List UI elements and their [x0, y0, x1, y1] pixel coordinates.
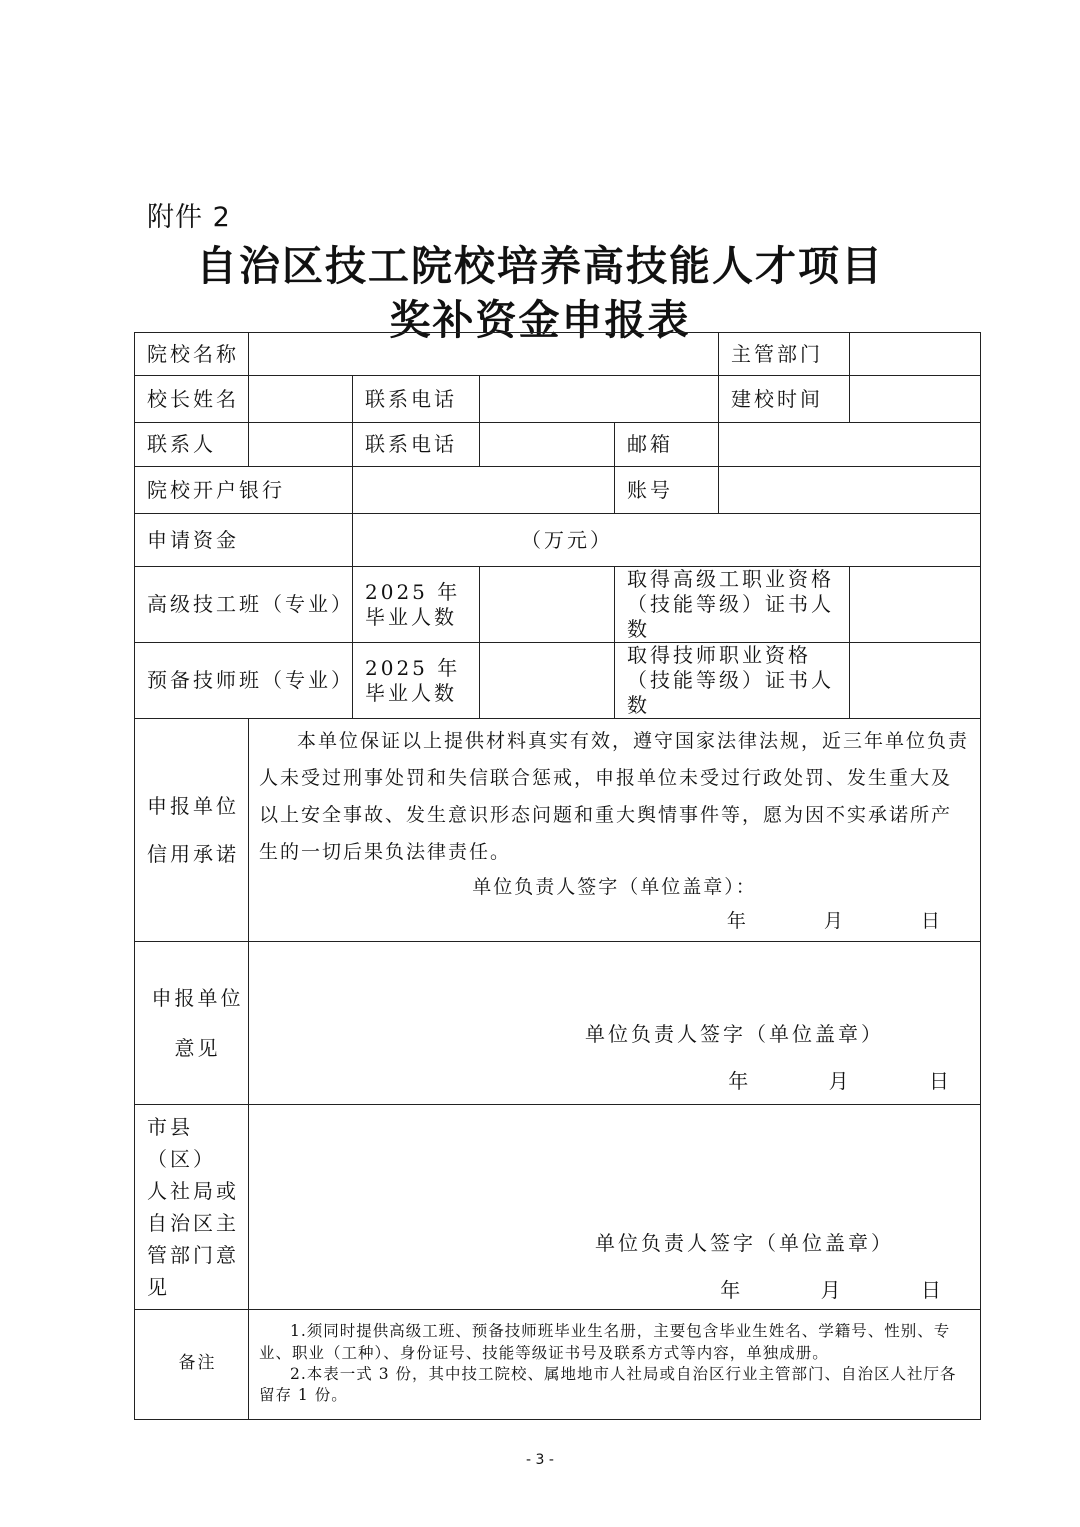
bank-label: 院校开户银行 [135, 467, 353, 514]
contact-value[interactable] [249, 423, 353, 467]
row-unit-opinion [135, 941, 981, 1104]
opinion-year: 年 [728, 1068, 752, 1093]
opinion-date [261, 1069, 980, 1094]
opinion-label [135, 941, 249, 1104]
opinion-label-line2: 意见 [174, 1035, 221, 1060]
city-label-line1: 市县（区） [147, 1114, 216, 1171]
senior-class-label: 高级技工班（专业） [135, 567, 353, 643]
city-label-line4: 管部门意 [147, 1242, 239, 1267]
email-value[interactable] [719, 423, 981, 467]
city-opinion-day: 日 [921, 1277, 944, 1302]
promise-content [249, 719, 981, 942]
promise-label [135, 719, 249, 942]
row-credit-promise [135, 719, 981, 942]
notes-label: 备注 [135, 1309, 249, 1419]
row-prep-class [135, 643, 981, 719]
opinion-month: 月 [828, 1068, 852, 1093]
opinion-day: 日 [929, 1068, 952, 1093]
title-line-2: 奖补资金申报表 [389, 296, 691, 344]
grad-year-a: 2025 年 [365, 579, 461, 604]
city-label-line2: 人社局或 [147, 1178, 239, 1203]
city-opinion-sign: 单位负责人签字（单位盖章） [595, 1230, 894, 1255]
prep-class-label: 预备技师班（专业） [135, 643, 353, 719]
promise-month: 月 [823, 910, 845, 933]
senior-cert-label: 取得高级工职业资格（技能等级）证书人数 [615, 567, 850, 643]
row-city-opinion [135, 1104, 981, 1309]
grad-year-b: 2025 年 [365, 655, 461, 680]
opinion-label-line1: 申报单位 [151, 985, 244, 1010]
promise-sign: 单位负责人签字（单位盖章）： [472, 876, 757, 899]
city-opinion-date [261, 1278, 980, 1303]
principal-name-value[interactable] [249, 376, 353, 423]
founded-value[interactable] [850, 376, 981, 423]
supervisor-dept-label: 主管部门 [719, 333, 850, 376]
row-bank [135, 467, 981, 514]
city-label-line3: 自治区主 [147, 1210, 239, 1235]
row-notes [135, 1309, 981, 1419]
email-label: 邮箱 [615, 423, 719, 467]
grad-count-a: 毕业人数 [365, 604, 457, 629]
account-value[interactable] [719, 467, 981, 514]
grad-count-a-label [353, 567, 480, 643]
phone2-label: 联系电话 [353, 423, 480, 467]
senior-cert-value[interactable] [850, 567, 981, 643]
attachment-label: 附件 2 [147, 202, 231, 233]
page-number: - 3 - [526, 1452, 554, 1468]
city-opinion-content[interactable] [249, 1104, 981, 1309]
city-opinion-year: 年 [720, 1277, 744, 1302]
promise-label-line2: 信用承诺 [147, 841, 239, 866]
bank-value[interactable] [353, 467, 615, 514]
phone1-label: 联系电话 [353, 376, 480, 423]
application-form-table [134, 332, 981, 1420]
promise-text: 本单位保证以上提供材料真实有效，遵守国家法律法规，近三年单位负责人未受过刑事处罚和失信联合惩戒，申报单位未受过行政处罚、发生重大及以上安全事故、发生意识形态问题和重大舆情事件等，愿为因不实承诺所产生的一切后果负法律责任。 [259, 730, 970, 864]
note-2: 2.本表一式 3 份，其中技工院校、属地地市人社局或自治区行业主管部门、自治区人社厅各留存 1 份。 [259, 1365, 957, 1405]
supervisor-dept-value[interactable] [850, 333, 981, 376]
founded-label: 建校时间 [719, 376, 850, 423]
promise-year: 年 [726, 910, 748, 933]
school-name-value[interactable] [249, 333, 719, 376]
promise-day: 日 [920, 910, 942, 933]
grad-count-a-value[interactable] [480, 567, 615, 643]
grad-count-b: 毕业人数 [365, 680, 457, 705]
tech-cert-label: 取得技师职业资格（技能等级）证书人数 [615, 643, 850, 719]
title-line-1: 自治区技工院校培养高技能人才项目 [196, 242, 884, 290]
grad-count-b-label [353, 643, 480, 719]
principal-name-label: 校长姓名 [135, 376, 249, 423]
apply-funds-value[interactable] [353, 514, 981, 567]
contact-label: 联系人 [135, 423, 249, 467]
row-contact [135, 423, 981, 467]
city-opinion-month: 月 [820, 1277, 844, 1302]
note-1: 1.须同时提供高级工班、预备技师班毕业生名册，主要包含毕业生姓名、学籍号、性别、专业、职业（工种）、身份证号、技能等级证书号及联系方式等内容，单独成册。 [259, 1322, 951, 1362]
row-senior-class [135, 567, 981, 643]
notes-content [249, 1309, 981, 1419]
apply-funds-label: 申请资金 [135, 514, 353, 567]
row-principal [135, 376, 981, 423]
opinion-sign: 单位负责人签字（单位盖章） [585, 1021, 884, 1046]
opinion-content[interactable] [249, 941, 981, 1104]
row-school-name [135, 333, 981, 376]
phone2-value[interactable] [480, 423, 615, 467]
promise-date [259, 903, 970, 940]
city-label-line5: 见 [147, 1274, 170, 1299]
account-label: 账号 [615, 467, 719, 514]
school-name-label: 院校名称 [135, 333, 249, 376]
phone1-value[interactable] [480, 376, 719, 423]
grad-count-b-value[interactable] [480, 643, 615, 719]
tech-cert-value[interactable] [850, 643, 981, 719]
unit-wan: （万元） [521, 527, 613, 552]
city-opinion-label [135, 1104, 249, 1309]
promise-label-line1: 申报单位 [147, 793, 239, 818]
row-apply-funds [135, 514, 981, 567]
